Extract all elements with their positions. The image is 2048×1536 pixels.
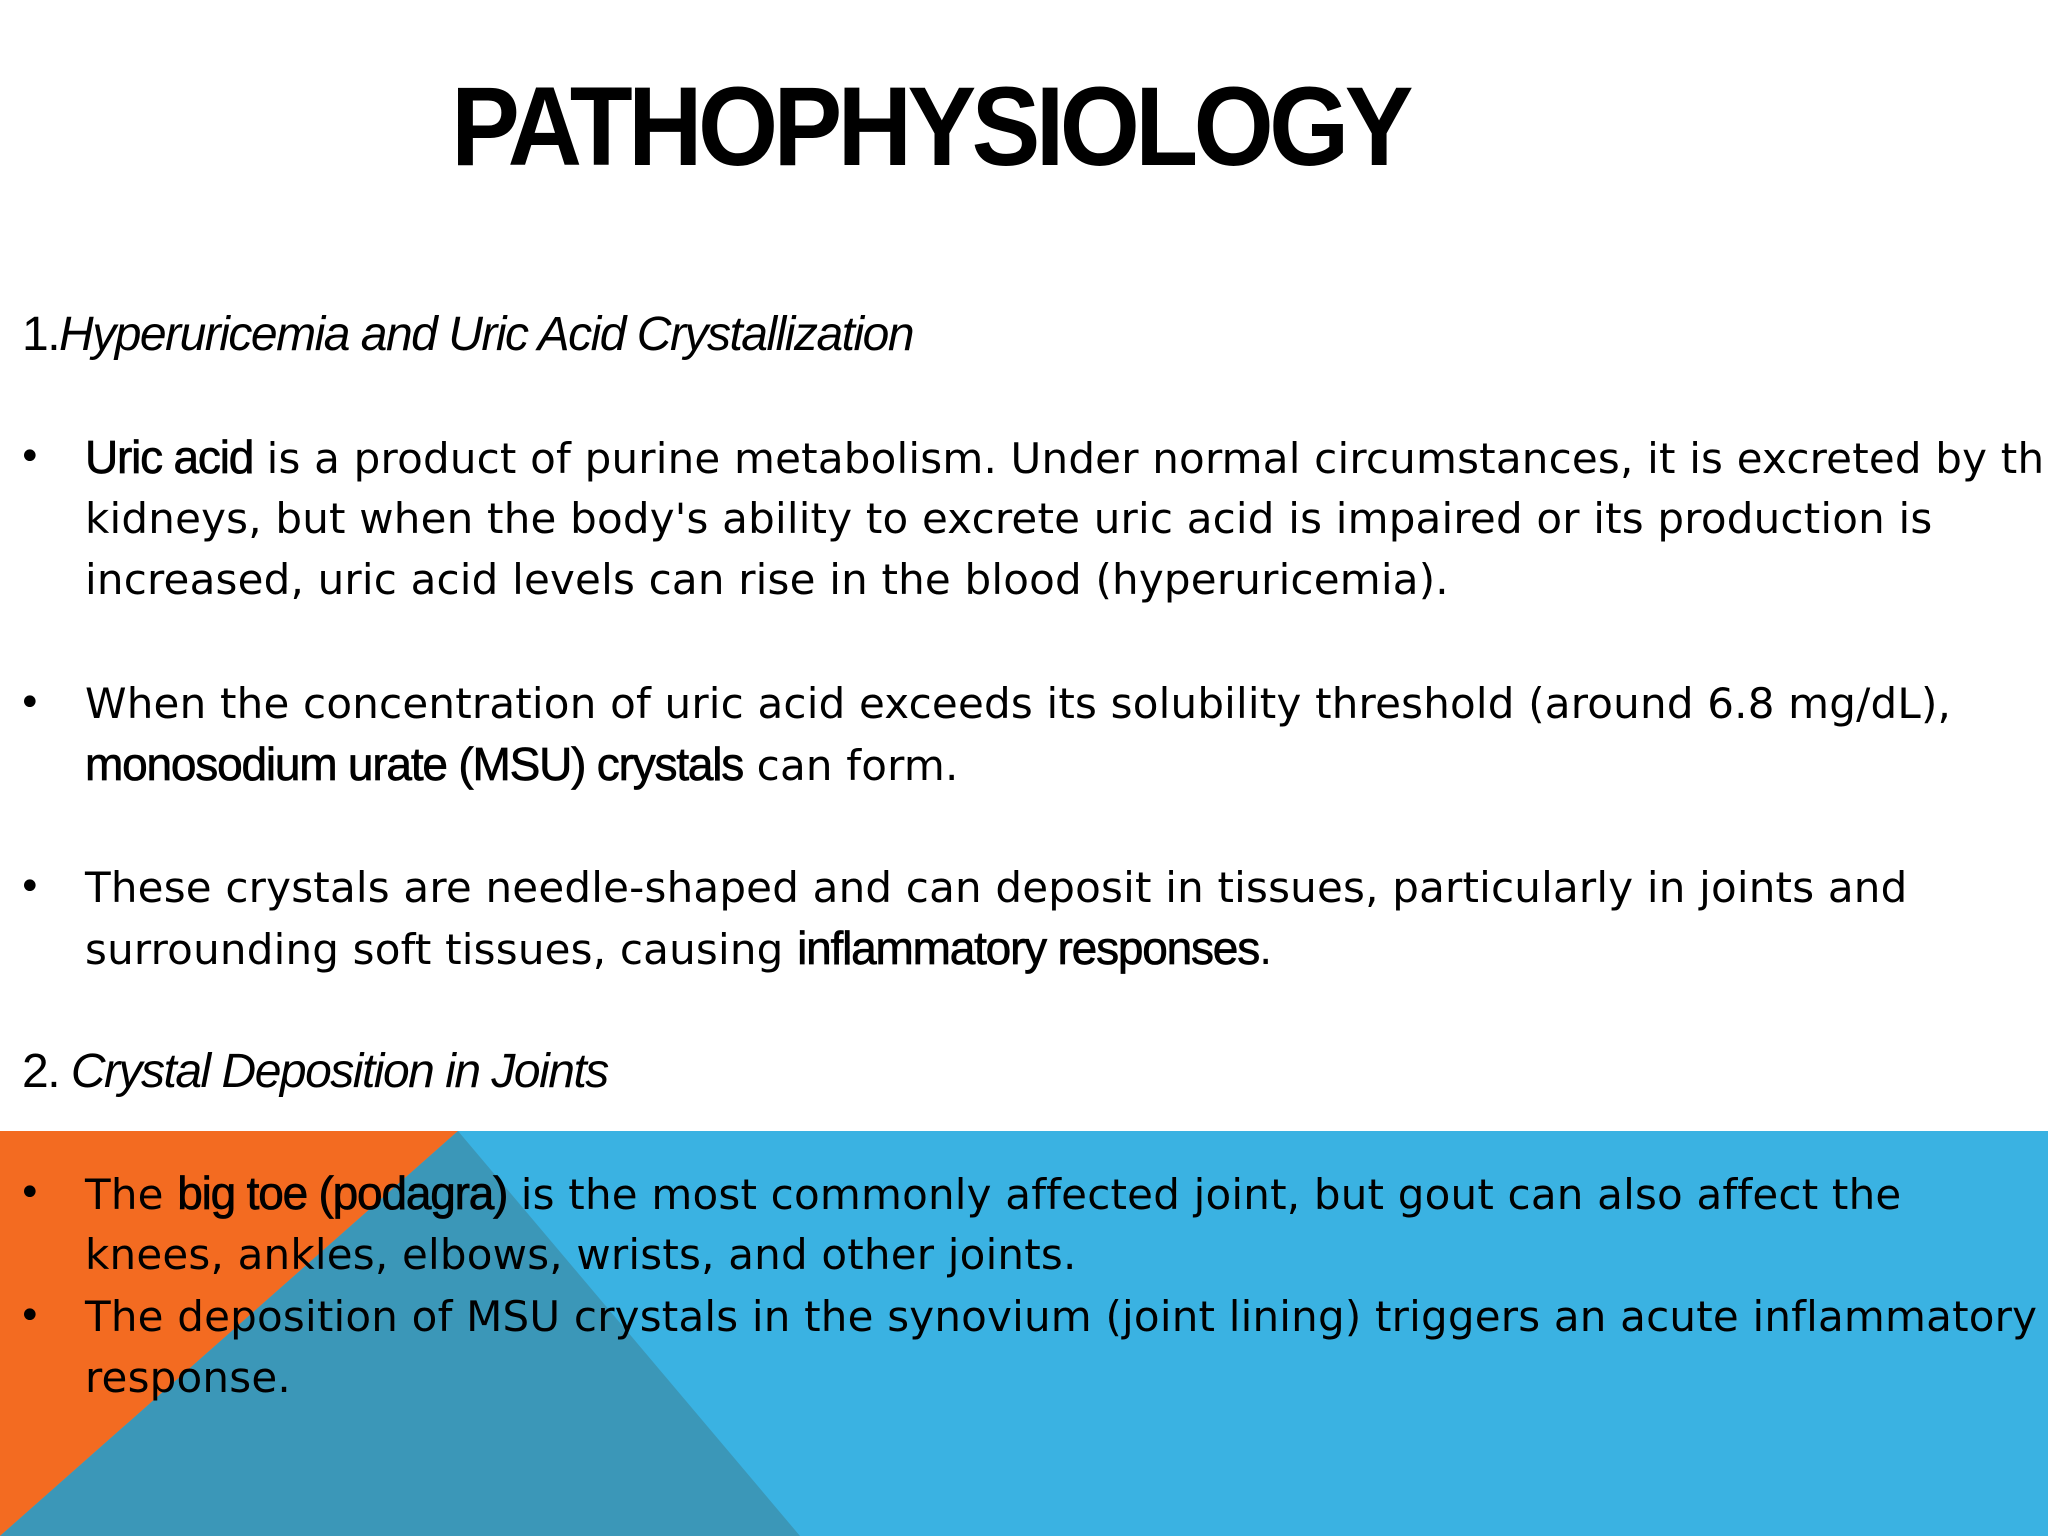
keyword: inflammatory responses: [797, 922, 1259, 974]
keyword: Uric acid: [85, 431, 254, 483]
slide-title: PATHOPHYSIOLOGY: [451, 64, 1409, 189]
bullet-line: These crystals are needle-shaped and can deposit in tissues, particularly in joints and: [85, 863, 1908, 912]
bullet-icon: •: [18, 1170, 42, 1216]
section-number: 1.: [22, 308, 60, 361]
section-title: Hyperuricemia and Uric Acid Crystallization: [59, 308, 914, 361]
bullet-line: The deposition of MSU crystals in the synovium (joint lining) triggers an acute inflammatory: [85, 1292, 2038, 1341]
bullet-line: response.: [85, 1353, 291, 1402]
section-heading-2: [22, 1043, 608, 1101]
bullet-line: kidneys, but when the body's ability to excrete uric acid is impaired or its production is: [85, 494, 1933, 543]
bullet-line: surrounding soft tissues, causing inflammatory responses.: [85, 922, 1273, 974]
section-heading-1: [22, 306, 913, 364]
keyword: monosodium urate (MSU) crystals: [85, 738, 744, 790]
bullet-line: monosodium urate (MSU) crystals can form.: [85, 738, 959, 790]
bullet-line: knees, ankles, elbows, wrists, and other joints.: [85, 1230, 1077, 1279]
bullet-line: When the concentration of uric acid exceeds its solubility threshold (around 6.8 mg/dL),: [85, 679, 1952, 728]
bullet-icon: •: [18, 1293, 42, 1339]
section-title: Crystal Deposition in Joints: [59, 1045, 608, 1098]
keyword: big toe (podagra): [177, 1167, 508, 1219]
bullet-line: The big toe (podagra) is the most commonly affected joint, but gout can also affect the: [85, 1167, 1902, 1219]
bullet-line: increased, uric acid levels can rise in the blood (hyperuricemia).: [85, 555, 1449, 604]
section-number: 2.: [22, 1045, 60, 1098]
bullet-icon: •: [18, 434, 42, 480]
bullet-line: Uric acid is a product of purine metabolism. Under normal circumstances, it is excreted by th: [85, 431, 2045, 483]
bullet-icon: •: [18, 680, 42, 726]
bullet-icon: •: [18, 864, 42, 910]
